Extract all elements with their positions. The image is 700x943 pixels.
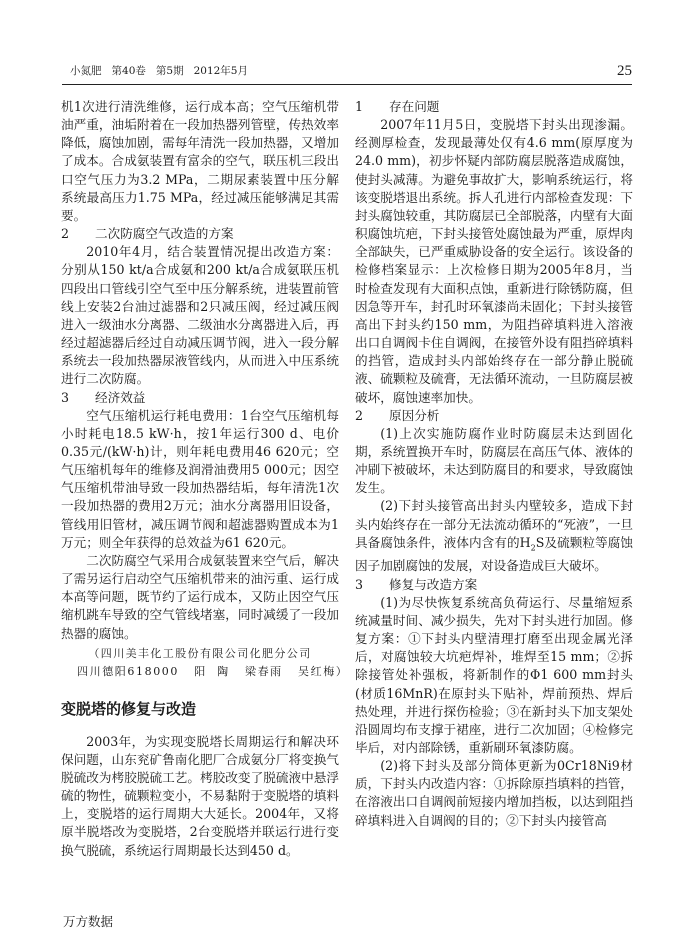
- paragraph: 2003年，为实现变脱塔长周期运行和解决环保问题，山东兖矿鲁南化肥厂合成氨分厂将变换气脱硫改为栲胶脱硫工艺。栲胶改变了脱硫液中悬浮硫的物性，硫颗粒变小，不易黏附于变脱塔的填料上，变脱塔的运行周期大大延长。2004年，又将原半脱塔改为变脱塔，2台变脱塔并联运行进行变换气脱硫，系统运行周期最长达到450 d。: [61, 733, 339, 858]
- paragraph: (1)为尽快恢复系统高负荷运行、尽量缩短系统减量时间、减少损失，先对下封头进行加固。修复方案：①下封头内壁清理打磨至出现金属光泽后，对腐蚀较大坑疤焊补，堆焊至15 mm；②拆除接管处补强板，将新制作的Φ1 600 mm封头(材质16MnR)在原封头下贴补，焊前预热、焊后热处理，并进行探伤检验；③在新封头下加支架处沿圆周均布支撑于裙座，进行二次加固；④检修完毕后，对内部除锈，重新刷环氧漆防腐。: [355, 594, 633, 755]
- section-heading-2: [61, 225, 339, 243]
- section-number: 3: [355, 576, 364, 592]
- section-number: 2: [61, 226, 70, 242]
- section-number: 3: [61, 389, 70, 405]
- section-heading-3: [355, 576, 633, 594]
- section-heading-1: [355, 98, 633, 116]
- text-run: S及硫颗粒等腐蚀因子加剧腐蚀的发展，对设备造成巨大破坏。: [355, 534, 633, 574]
- section-title: 修复与改造方案: [389, 576, 478, 592]
- article-title: 变脱塔的修复与改造: [61, 699, 197, 718]
- journal-info: 小氮肥 第40卷 第5期 2012年5月: [70, 65, 248, 77]
- text-run: (2)下封头接管高出封头内壁较多，造成下封头内始终存在一部分无法流动循环的“死液”，一旦具备腐蚀条件，液体内含有的H: [355, 498, 633, 550]
- section-title: 原因分析: [389, 407, 440, 423]
- author-affiliation: （四川美丰化工股份有限公司化肥分公司: [88, 646, 312, 660]
- author-names: 四川德阳618000 阳 陶 梁春雨 吴红梅）: [77, 664, 349, 678]
- left-column: [61, 98, 349, 860]
- section-number: 2: [355, 407, 364, 423]
- section-heading-2: [355, 407, 633, 425]
- paragraph: 2010年4月，结合装置情况提出改造方案：分别从150 kt/a合成氨和200 kt/a合成氨联压机四段出口管线引空气至中压分解系统，进装置前管线上安装2台油过滤器和2只减压阀，经过减压阀进入一级油水分离器、二级油水分离器进入后，再经过超滤器后经过自动减压调节阀，进入一段分解系统去一段加热器尿液管线内，从而进入中压系统进行二次防腐。: [61, 244, 339, 387]
- subscript: 2: [530, 543, 536, 553]
- paragraph: 二次防腐空气采用合成氨装置来空气后，解决了需另运行启动空气压缩机带来的油污重、运行成本高等问题，既节约了运行成本，又防止因空气压缩机跳车导致的空气管线堵塞，同时减缓了一段加热器的腐蚀。: [61, 552, 339, 641]
- paragraph: (2)将下封头及部分筒体更新为0Cr18Ni9材质，下封头内改造内容：①拆除原挡填料的挡管，在溶液出口自调阀前短接内增加挡板，以达到阻挡碎填料进入自调阀的目的；②下封头内接管高: [355, 758, 633, 828]
- section-title: 经济效益: [95, 389, 146, 405]
- paragraph-continued: 机1次进行清洗维修，运行成本高；空气压缩机带油严重，油垢附着在一段加热器列管壁，传热效率降低，腐蚀加剧，需每年清洗一段加热器，又增加了成本。合成氨装置有富余的空气，联压机三段出口空气压力为3.2 MPa，二期尿素装置中压分解系统最高压力1.75 MPa，经过减压能够满足其需要。: [61, 99, 339, 223]
- section-title: 二次防腐空气改造的方案: [95, 226, 234, 242]
- paragraph: (1)上次实施防腐作业时防腐层未达到固化期，系统置换开车时，防腐层在高压气体、液体的冲刷下被破坏，未达到防腐目的和要求，导致腐蚀发生。: [355, 425, 633, 496]
- running-header: [62, 48, 632, 85]
- section-heading-3: [61, 389, 339, 407]
- paragraph: 2007年11月5日，变脱塔下封头出现渗漏。经测厚检查，发现最薄处仅有4.6 mm(原厚度为24.0 mm)，初步怀疑内部防腐层脱落造成腐蚀，使封头减薄。为避免事故扩大，影响系统运行，将该变脱塔退出系统。拆人孔进行内部检查发现：下封头腐蚀较重，其防腐层已全部脱落，内壁有大面积腐蚀坑疤，下封头接管处腐蚀最为严重，原焊肉全部缺失，已严重威胁设备的安全运行。该设备的检修档案显示：上次检修日期为2005年8月，当时检查发现有大面积点蚀，重新进行除锈防腐，但因急等开车，封孔时环氧漆尚未固化；下封头接管高出下封头约150 mm，为阻挡碎填料进入溶液出口自调阀卡住自调阀，在接管外设有阻挡碎填料的挡管，造成封头内部始终存在一部分静止脱硫液、硫颗粒及硫膏，无法循环流动，一旦防腐层被破坏，腐蚀速率加快。: [355, 117, 633, 405]
- paragraph: 空气压缩机运行耗电费用：1台空气压缩机每小时耗电18.5 kW·h，按1年运行300 d、电价0.35元/(kW·h)计，则年耗电费用46 620元；空气压缩机每年的维修及润滑油费用5 000元；因空气压缩机带油导致一段加热器结垢，每年清洗1次一段加热器的费用2万元；油水分离器用旧设备，管线用旧管材，减压调节阀和超滤器购置成本为1万元；则全年获得的总效益为61 620元。: [61, 407, 339, 550]
- right-column: [355, 98, 633, 830]
- watermark-text: 万方数据: [63, 914, 114, 929]
- page-number: 25: [617, 63, 632, 79]
- paragraph: [355, 497, 633, 575]
- section-number: 1: [355, 99, 364, 114]
- section-title: 存在问题: [389, 99, 440, 114]
